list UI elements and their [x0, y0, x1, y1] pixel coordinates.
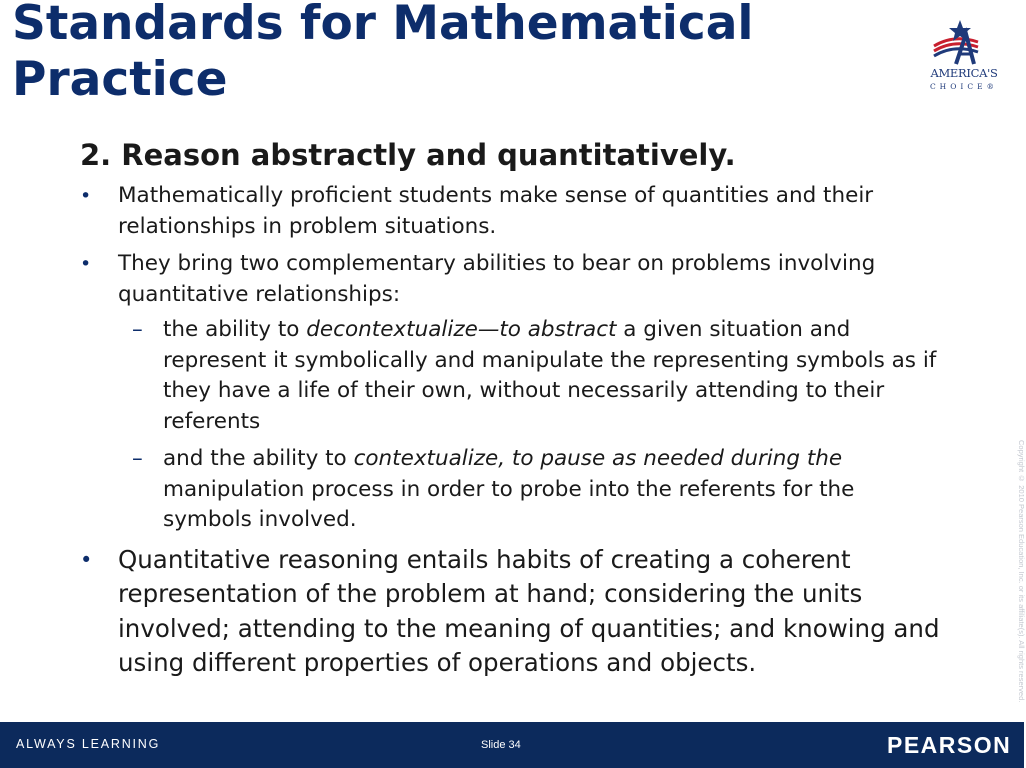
dash-icon: – [132, 446, 143, 471]
dash-icon: – [132, 317, 143, 342]
slide-title: Standards for Mathematical Practice [12, 0, 754, 107]
logo-name: AMERICA'S [930, 66, 998, 80]
bullet-text: They bring two complementary abilities to bear on problems involving quantitative relationships: [118, 251, 876, 307]
footer-bar [0, 722, 1024, 768]
sub-list-item [118, 444, 940, 536]
bullet-list [80, 181, 940, 681]
sub-text-emphasis: decontextualize—to abstract [306, 317, 617, 342]
list-item [80, 249, 940, 536]
sub-text-post: a given situation and represent it symbolically and manipulate the representing symbols as if they have a life of their own, without necessarily attending to their referents [163, 317, 937, 434]
sub-text-pre: and the ability to [163, 446, 354, 471]
slide-content [80, 135, 940, 688]
star-flag-a-icon [920, 20, 1008, 66]
pearson-logo: PEARSON [887, 732, 1012, 758]
footer-tagline: ALWAYS LEARNING [16, 737, 161, 751]
sub-bullet-list [118, 315, 940, 536]
list-item [80, 543, 940, 681]
logo-sub: CHOICE® [929, 82, 999, 91]
section-heading: 2. Reason abstractly and quantitatively. [80, 138, 736, 172]
bullet-icon: • [80, 547, 93, 572]
bullet-text: Mathematically proficient students make sense of quantities and their relationships in problem situations. [118, 183, 874, 239]
bullet-text: Quantitative reasoning entails habits of creating a coherent representation of the problem at hand; considering the units involved; attending to the meaning of quantities; and knowing and using different properties of operations and objects. [118, 544, 940, 677]
sub-list-item [118, 315, 940, 437]
copyright-notice: Copyright © 2010 Pearson Education, Inc. or its affiliate(s). All rights reserved. [1017, 440, 1026, 703]
bullet-icon: • [80, 253, 92, 275]
americas-choice-logo [920, 20, 1008, 96]
sub-text-pre: the ability to [163, 317, 307, 342]
bullet-icon: • [80, 185, 92, 207]
slide-number: Slide 34 [481, 739, 521, 751]
sub-text-post: manipulation process in order to probe into the referents for the symbols involved. [163, 476, 855, 532]
sub-text-emphasis: contextualize, to pause as needed during the [353, 446, 843, 471]
list-item [80, 181, 940, 242]
